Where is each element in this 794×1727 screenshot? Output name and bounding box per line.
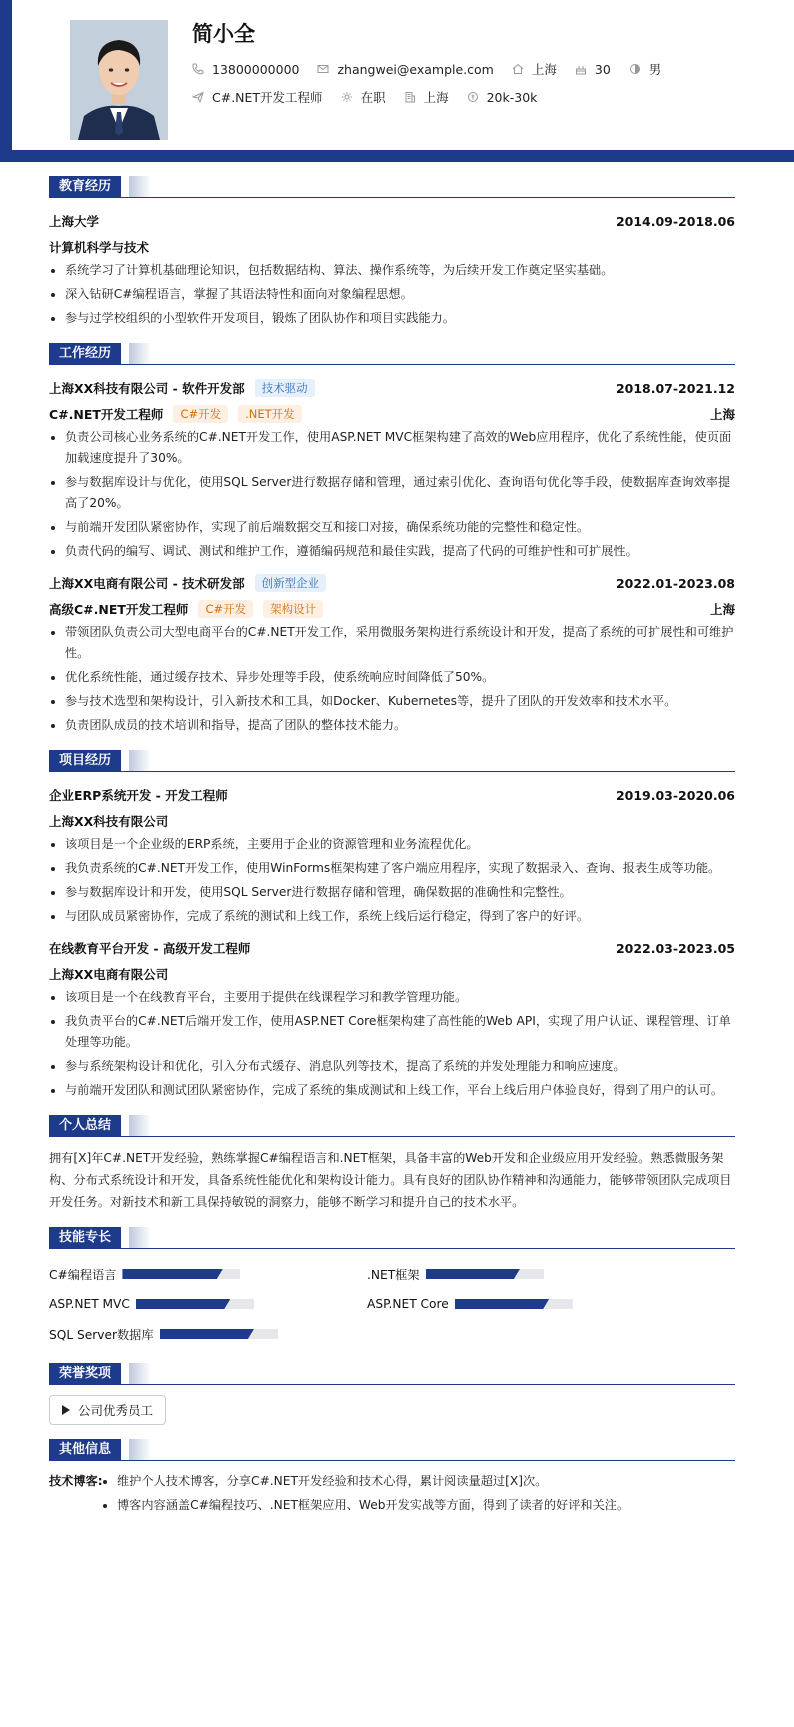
list-item: 维护个人技术博客，分享C#.NET开发经验和技术心得，累计阅读量超过[X]次。 xyxy=(101,1471,629,1492)
phone-info xyxy=(192,62,299,77)
list-item: 该项目是一个在线教育平台，主要用于提供在线课程学习和教学管理功能。 xyxy=(49,987,735,1008)
skill-bar-fill xyxy=(136,1299,230,1309)
project-name: 企业ERP系统开发 - 开发工程师 xyxy=(49,788,228,803)
role-tag: C#开发 xyxy=(173,405,228,423)
list-item: 参与技术选型和架构设计，引入新技术和工具，如Docker、Kubernetes等，提升了团队的开发效率和技术水平。 xyxy=(49,691,735,712)
work-section xyxy=(49,343,735,736)
honors-section xyxy=(49,1363,735,1425)
section-title-decoration xyxy=(129,343,151,364)
section-title: 项目经历 xyxy=(49,750,121,771)
email-text: zhangwei@example.com xyxy=(337,61,494,77)
education-entry xyxy=(49,208,735,329)
gender-text: 男 xyxy=(648,62,662,77)
skill-bar xyxy=(122,1269,240,1279)
skills-section xyxy=(49,1227,735,1349)
list-item: 参与过学校组织的小型软件开发项目，锻炼了团队协作和项目实践能力。 xyxy=(49,308,735,329)
bullet-list xyxy=(49,427,735,562)
phone-text: 13800000000 xyxy=(212,61,300,77)
entry-subheader xyxy=(49,401,735,427)
triangle-right-icon xyxy=(62,1405,70,1415)
entry-date: 2014.09-2018.06 xyxy=(615,213,735,229)
city-info xyxy=(404,88,449,106)
list-item: 与前端开发团队和测试团队紧密协作，完成了系统的集成测试和上线工作，平台上线后用户体验良好，得到了用户的认可。 xyxy=(49,1080,735,1101)
honors-header xyxy=(49,1363,735,1385)
other-section xyxy=(49,1439,735,1519)
list-item: 与前端开发团队紧密协作，实现了前后端数据交互和接口对接，确保系统功能的完整性和稳定性。 xyxy=(49,517,735,538)
gear-icon xyxy=(341,91,353,103)
entry-subheader xyxy=(49,961,735,987)
section-title-decoration xyxy=(129,1115,151,1136)
company-group xyxy=(49,574,326,592)
list-item: 深入钻研C#编程语言，掌握了其语法特性和面向对象编程思想。 xyxy=(49,284,735,305)
project-company: 上海XX科技有限公司 xyxy=(49,814,169,829)
skill-bar-fill xyxy=(122,1269,222,1279)
award-badge xyxy=(49,1395,166,1425)
list-item: 带领团队负责公司大型电商平台的C#.NET开发工作，采用微服务架构进行系统设计和开发，提高了系统的可扩展性和可维护性。 xyxy=(49,622,735,664)
section-title-decoration xyxy=(129,1227,151,1248)
project-entry xyxy=(49,782,735,927)
role-group xyxy=(49,600,323,618)
email-info xyxy=(317,62,493,77)
age-text: 30 xyxy=(594,61,611,77)
section-title: 荣誉奖项 xyxy=(49,1363,121,1384)
bullet-list xyxy=(49,622,735,736)
avatar-portrait-icon xyxy=(70,20,168,140)
list-item: 参与数据库设计与优化，使用SQL Server进行数据存储和管理，通过索引优化、查询语句优化等手段，使数据库查询效率提高了20%。 xyxy=(49,472,735,514)
summary-header xyxy=(49,1115,735,1137)
role-tag: .NET开发 xyxy=(238,405,302,423)
location-text: 上海 xyxy=(531,62,557,77)
section-title: 教育经历 xyxy=(49,176,121,197)
skill-name: C#编程语言 xyxy=(49,1267,117,1282)
entry-header xyxy=(49,935,735,961)
list-item: 我负责系统的C#.NET开发工作，使用WinForms框架构建了客户端应用程序，实现了数据录入、查询、报表生成等功能。 xyxy=(49,858,735,879)
job-entry xyxy=(49,375,735,562)
bullet-list xyxy=(49,987,735,1101)
list-item: 负责代码的编写、调试、测试和维护工作，遵循编码规范和最佳实践，提高了代码的可维护性和可扩展性。 xyxy=(49,541,735,562)
projects-header xyxy=(49,750,735,772)
list-item: 系统学习了计算机基础理论知识，包括数据结构、算法、操作系统等，为后续开发工作奠定坚实基础。 xyxy=(49,260,735,281)
position-text: C#.NET开发工程师 xyxy=(212,90,323,105)
bullet-list xyxy=(101,1471,629,1519)
salary-info xyxy=(467,90,538,105)
skill-item xyxy=(49,1289,367,1319)
skill-item xyxy=(367,1289,735,1319)
entry-header xyxy=(49,375,735,401)
summary-section xyxy=(49,1115,735,1213)
projects-section xyxy=(49,750,735,1101)
entry-subheader xyxy=(49,596,735,622)
list-item: 参与数据库设计和开发，使用SQL Server进行数据存储和管理，确保数据的准确性和完整性。 xyxy=(49,882,735,903)
entry-header xyxy=(49,208,735,234)
entry-date: 2018.07-2021.12 xyxy=(615,380,735,396)
skill-item xyxy=(49,1259,367,1289)
section-title: 其他信息 xyxy=(49,1439,121,1460)
skill-bar-fill xyxy=(160,1329,254,1339)
header-frame xyxy=(0,0,794,162)
company-tag: 创新型企业 xyxy=(255,574,327,592)
section-title-decoration xyxy=(129,176,151,197)
school-name: 上海大学 xyxy=(49,214,100,229)
section-title-decoration xyxy=(129,750,151,771)
age-info xyxy=(575,62,611,77)
salary-text: 20k-30k xyxy=(486,89,538,105)
section-title: 个人总结 xyxy=(49,1115,121,1136)
project-name: 在线教育平台开发 - 高级开发工程师 xyxy=(49,941,251,956)
resume-content xyxy=(49,162,735,1519)
entry-date: 2019.03-2020.06 xyxy=(615,787,735,803)
list-item: 我负责平台的C#.NET后端开发工作，使用ASP.NET Core框架构建了高性能的Web API，实现了用户认证、课程管理、订单处理等功能。 xyxy=(49,1011,735,1053)
skill-bar xyxy=(426,1269,544,1279)
bullet-list xyxy=(49,260,735,329)
section-title-decoration xyxy=(129,1439,151,1460)
skills-grid xyxy=(49,1259,735,1349)
list-item: 优化系统性能，通过缓存技术、异步处理等手段，使系统响应时间降低了50%。 xyxy=(49,667,735,688)
bullet-list xyxy=(49,834,735,927)
gender-icon xyxy=(629,63,641,75)
entry-header xyxy=(49,570,735,596)
entry-date: 2022.01-2023.08 xyxy=(615,575,735,591)
job-location: 上海 xyxy=(709,602,735,617)
entry-date: 2022.03-2023.05 xyxy=(615,940,735,956)
role-name: C#.NET开发工程师 xyxy=(49,407,164,422)
project-entry xyxy=(49,935,735,1101)
section-title: 工作经历 xyxy=(49,343,121,364)
company-group xyxy=(49,379,315,397)
skill-bar xyxy=(160,1329,278,1339)
role-tag: 架构设计 xyxy=(263,600,323,618)
list-item: 负责公司核心业务系统的C#.NET开发工作，使用ASP.NET MVC框架构建了高效的Web应用程序，优化了系统性能，使页面加载速度提升了30%。 xyxy=(49,427,735,469)
role-tag: C#开发 xyxy=(198,600,253,618)
summary-text: 拥有[X]年C#.NET开发经验，熟练掌握C#编程语言和.NET框架，具备丰富的Web开发和企业级应用开发经验。熟悉微服务架构、分布式系统设计和开发，具备系统性能优化和架构设计能力。具有良好的团队协作精神和沟通能力，能够带领团队完成项目开发任务。对新技术和新工具保持敏锐的洞察力，能够不断学习和提升自己的技术水平。 xyxy=(49,1151,732,1209)
other-info-row xyxy=(49,1471,735,1519)
major-name: 计算机科学与技术 xyxy=(49,240,150,255)
skill-name: ASP.NET MVC xyxy=(49,1297,130,1311)
mail-icon xyxy=(317,63,329,75)
other-header xyxy=(49,1439,735,1461)
skill-bar xyxy=(136,1299,254,1309)
section-title: 技能专长 xyxy=(49,1227,121,1248)
job-location: 上海 xyxy=(709,407,735,422)
company-name: 上海XX科技有限公司 - 软件开发部 xyxy=(49,381,245,396)
list-item: 负责团队成员的技术培训和指导，提高了团队的整体技术能力。 xyxy=(49,715,735,736)
skill-name: ASP.NET Core xyxy=(367,1297,449,1311)
contact-row xyxy=(192,60,679,78)
entry-subheader xyxy=(49,234,735,260)
skill-name: SQL Server数据库 xyxy=(49,1327,154,1342)
role-group xyxy=(49,405,302,423)
list-item: 参与系统架构设计和优化，引入分布式缓存、消息队列等技术，提高了系统的并发处理能力和响应速度。 xyxy=(49,1056,735,1077)
skill-item xyxy=(367,1259,735,1289)
send-icon xyxy=(192,91,204,103)
home-icon xyxy=(512,63,524,75)
job-intent-row xyxy=(192,88,555,106)
coin-icon xyxy=(467,91,479,103)
company-name: 上海XX电商有限公司 - 技术研发部 xyxy=(49,576,245,591)
skill-bar-fill xyxy=(455,1299,549,1309)
building-icon xyxy=(404,91,416,103)
award-text: 公司优秀员工 xyxy=(78,1403,154,1418)
job-entry xyxy=(49,570,735,736)
list-item: 与团队成员紧密协作，完成了系统的测试和上线工作，系统上线后运行稳定，得到了客户的好评。 xyxy=(49,906,735,927)
list-item: 该项目是一个企业级的ERP系统，主要用于企业的资源管理和业务流程优化。 xyxy=(49,834,735,855)
entry-subheader xyxy=(49,808,735,834)
gender-info xyxy=(629,60,662,78)
position-info xyxy=(192,88,323,106)
status-text: 在职 xyxy=(360,90,386,105)
status-info xyxy=(341,88,386,106)
company-tag: 技术驱动 xyxy=(255,379,315,397)
header-card xyxy=(12,0,794,150)
skill-name: .NET框架 xyxy=(367,1267,420,1282)
skills-header xyxy=(49,1227,735,1249)
location-info xyxy=(512,60,557,78)
skill-item xyxy=(49,1319,367,1349)
cake-icon xyxy=(575,63,587,75)
entry-header xyxy=(49,782,735,808)
candidate-name: 简小全 xyxy=(192,22,255,46)
project-company: 上海XX电商有限公司 xyxy=(49,967,169,982)
section-title-decoration xyxy=(129,1363,151,1384)
city-text: 上海 xyxy=(423,90,449,105)
skill-bar xyxy=(455,1299,573,1309)
skill-bar-fill xyxy=(426,1269,520,1279)
education-header xyxy=(49,176,735,198)
profile-photo xyxy=(70,20,168,140)
work-header xyxy=(49,343,735,365)
education-section xyxy=(49,176,735,329)
list-item: 博客内容涵盖C#编程技巧、.NET框架应用、Web开发实战等方面，得到了读者的好评和关注。 xyxy=(101,1495,629,1516)
other-label: 技术博客: xyxy=(49,1474,103,1488)
phone-icon xyxy=(192,63,204,75)
role-name: 高级C#.NET开发工程师 xyxy=(49,602,189,617)
